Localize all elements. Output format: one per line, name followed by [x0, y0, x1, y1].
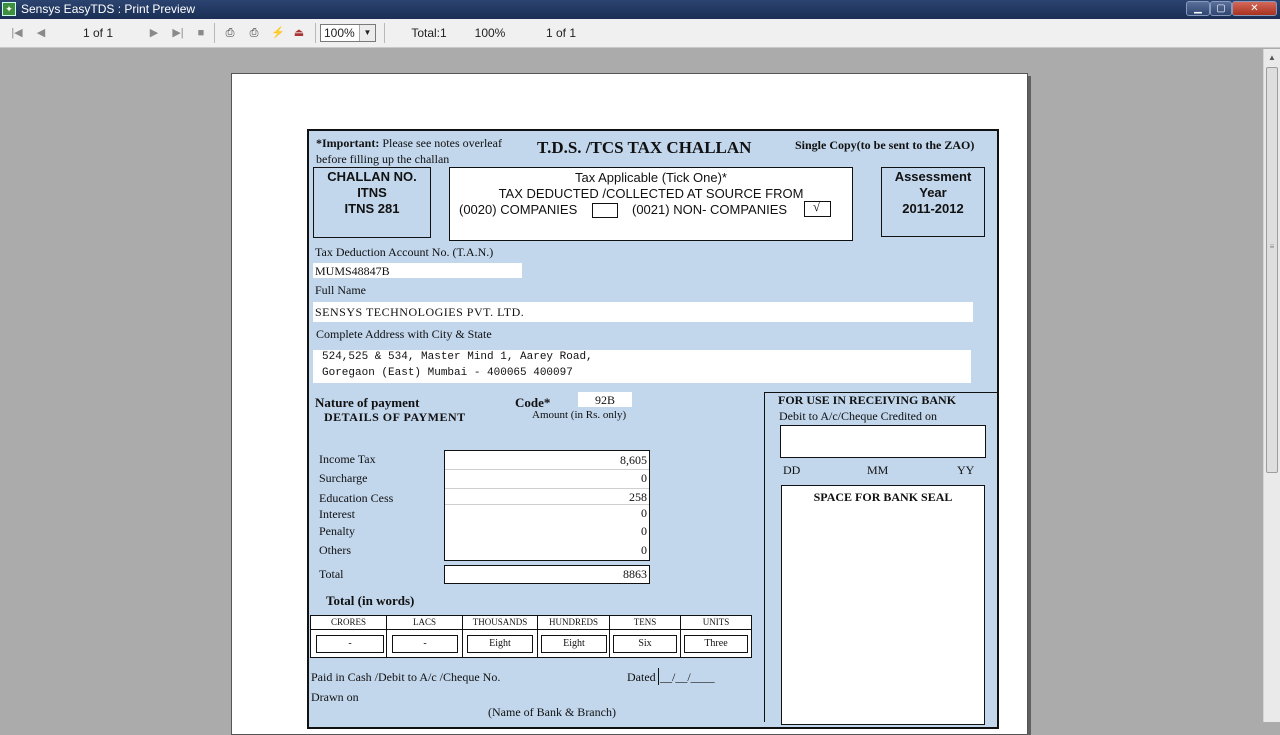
payment-value-education-cess: 258: [629, 490, 647, 504]
payment-value-others: 0: [641, 543, 647, 557]
preview-toolbar: [0, 19, 1280, 48]
app-icon: ✦: [2, 2, 16, 16]
tan-label: Tax Deduction Account No. (T.A.N.): [315, 245, 494, 259]
words-header-thousands: THOUSANDS: [472, 617, 528, 627]
words-value-tens: Six: [638, 638, 652, 649]
important-text: Please see notes overleaf: [379, 136, 502, 150]
assessment-label: Assessment: [894, 169, 972, 184]
page-navigation-label: 1 of 1: [82, 26, 114, 40]
payment-label-surcharge: Surcharge: [319, 471, 368, 485]
full-name-value: SENSYS TECHNOLOGIES PVT. LTD.: [315, 305, 525, 319]
total-value: 8863: [623, 567, 647, 581]
companies-checkbox[interactable]: [592, 203, 618, 218]
print-icon[interactable]: ⎙: [225, 27, 235, 39]
zoom-select[interactable]: [320, 24, 376, 42]
payment-label-penalty: Penalty: [319, 524, 355, 538]
window-title: Sensys EasyTDS : Print Preview: [21, 2, 196, 16]
words-header-tens: TENS: [633, 617, 657, 627]
details-of-payment-label: DETAILS OF PAYMENT: [324, 410, 466, 424]
payment-label-others: Others: [319, 543, 351, 557]
yy-label: YY: [957, 463, 975, 477]
address-line2: Goregaon (East) Mumbai - 400065 400097: [322, 367, 573, 379]
non-companies-label: (0021) NON- COMPANIES: [632, 202, 788, 217]
bank-section-divider: [764, 392, 765, 722]
export-lightning-icon[interactable]: ⚡: [271, 27, 285, 39]
maximize-button[interactable]: ▢: [1210, 1, 1232, 16]
words-value-crores: -: [348, 638, 352, 649]
words-value-units: Three: [704, 638, 728, 649]
total-pages-label: Total:1: [411, 26, 447, 40]
address-line1: 524,525 & 534, Master Mind 1, Aarey Road,: [322, 351, 593, 363]
companies-label: (0020) COMPANIES: [459, 202, 578, 217]
scroll-thumb[interactable]: [1266, 67, 1278, 473]
zoom-percent-label: 100%: [474, 26, 506, 40]
words-header-lacs: LACS: [412, 617, 436, 627]
nature-of-payment-label: Nature of payment: [315, 395, 420, 410]
challan-title: T.D.S. /TCS TAX CHALLAN: [537, 138, 752, 157]
tax-applicable-label: Tax Applicable (Tick One)*: [575, 170, 727, 185]
minimize-button[interactable]: ▁: [1186, 1, 1210, 16]
payment-value-penalty: 0: [641, 524, 647, 538]
words-value-thousands: Eight: [489, 638, 511, 649]
mm-label: MM: [867, 463, 889, 477]
full-name-label: Full Name: [315, 283, 366, 297]
total-label: Total: [319, 567, 344, 581]
words-value-lacs: -: [423, 638, 427, 649]
address-label: Complete Address with City & State: [316, 327, 492, 341]
scroll-grip-icon: ≡: [1269, 242, 1275, 251]
year-label: Year: [919, 185, 947, 200]
dated-label: Dated: [627, 670, 656, 684]
payment-label-interest: Interest: [319, 507, 355, 521]
words-header-units: UNITS: [702, 617, 730, 627]
important-note-line2: before filling up the challan: [316, 152, 450, 166]
important-label: *Important:: [316, 136, 380, 150]
export-document-icon[interactable]: ⏏: [293, 27, 305, 39]
first-page-icon[interactable]: |◀: [11, 27, 23, 39]
debit-label: Debit to A/c/Cheque Credited on: [779, 409, 937, 423]
words-value-hundreds: Eight: [563, 638, 585, 649]
checkmark-icon: √: [813, 199, 821, 214]
print-setup-icon[interactable]: ⎙: [249, 27, 259, 39]
bank-seal-label: SPACE FOR BANK SEAL: [813, 490, 953, 504]
credit-date-field: [780, 425, 986, 458]
vertical-scrollbar[interactable]: [1263, 49, 1280, 722]
challan-number-text: [313, 169, 431, 217]
close-button[interactable]: ✕: [1232, 1, 1277, 16]
payment-value-income-tax: 8,605: [620, 453, 647, 467]
page-of-label: 1 of 1: [545, 26, 577, 40]
amount-label: Amount (in Rs. only): [532, 409, 627, 421]
challan-itns-label: ITNS: [357, 185, 387, 200]
dated-value: __/__/____: [660, 670, 715, 684]
challan-no-label: CHALLAN NO.: [327, 169, 417, 184]
bank-use-label: FOR USE IN RECEIVING BANK: [778, 393, 957, 407]
drawn-on-label: Drawn on: [311, 690, 359, 704]
bank-seal-box: [781, 485, 985, 725]
payment-label-education-cess: Education Cess: [319, 491, 394, 505]
chevron-down-icon[interactable]: ▼: [359, 25, 375, 41]
total-in-words-label: Total (in words): [326, 593, 415, 608]
assessment-year-text: [881, 169, 985, 217]
payment-value-interest: 0: [641, 506, 647, 520]
words-header-crores: CRORES: [330, 617, 366, 627]
code-value: 92B: [594, 393, 615, 407]
paid-in-label: Paid in Cash /Debit to A/c /Cheque No.: [311, 670, 501, 684]
zoom-select-value: 100%: [324, 26, 355, 40]
next-page-icon[interactable]: ▶: [149, 27, 159, 39]
challan-itns-number: ITNS 281: [344, 201, 400, 216]
previous-page-icon[interactable]: ◀: [36, 27, 46, 39]
copy-note: Single Copy(to be sent to the ZAO): [795, 138, 975, 152]
payment-label-income-tax: Income Tax: [319, 452, 376, 466]
last-page-icon[interactable]: ▶|: [172, 27, 184, 39]
stop-icon[interactable]: ■: [197, 27, 205, 39]
bank-branch-label: (Name of Bank & Branch): [488, 705, 616, 719]
words-header-hundreds: HUNDREDS: [548, 617, 598, 627]
important-note: [316, 136, 502, 151]
assessment-year-value: 2011-2012: [902, 201, 964, 216]
tan-value: MUMS48847B: [315, 264, 390, 278]
payment-value-surcharge: 0: [641, 471, 647, 485]
title-bar: [0, 0, 1280, 19]
scroll-up-icon[interactable]: ▲: [1268, 53, 1276, 62]
code-label: Code*: [515, 395, 551, 410]
dd-label: DD: [783, 463, 801, 477]
tax-source-label: TAX DEDUCTED /COLLECTED AT SOURCE FROM: [498, 186, 804, 201]
